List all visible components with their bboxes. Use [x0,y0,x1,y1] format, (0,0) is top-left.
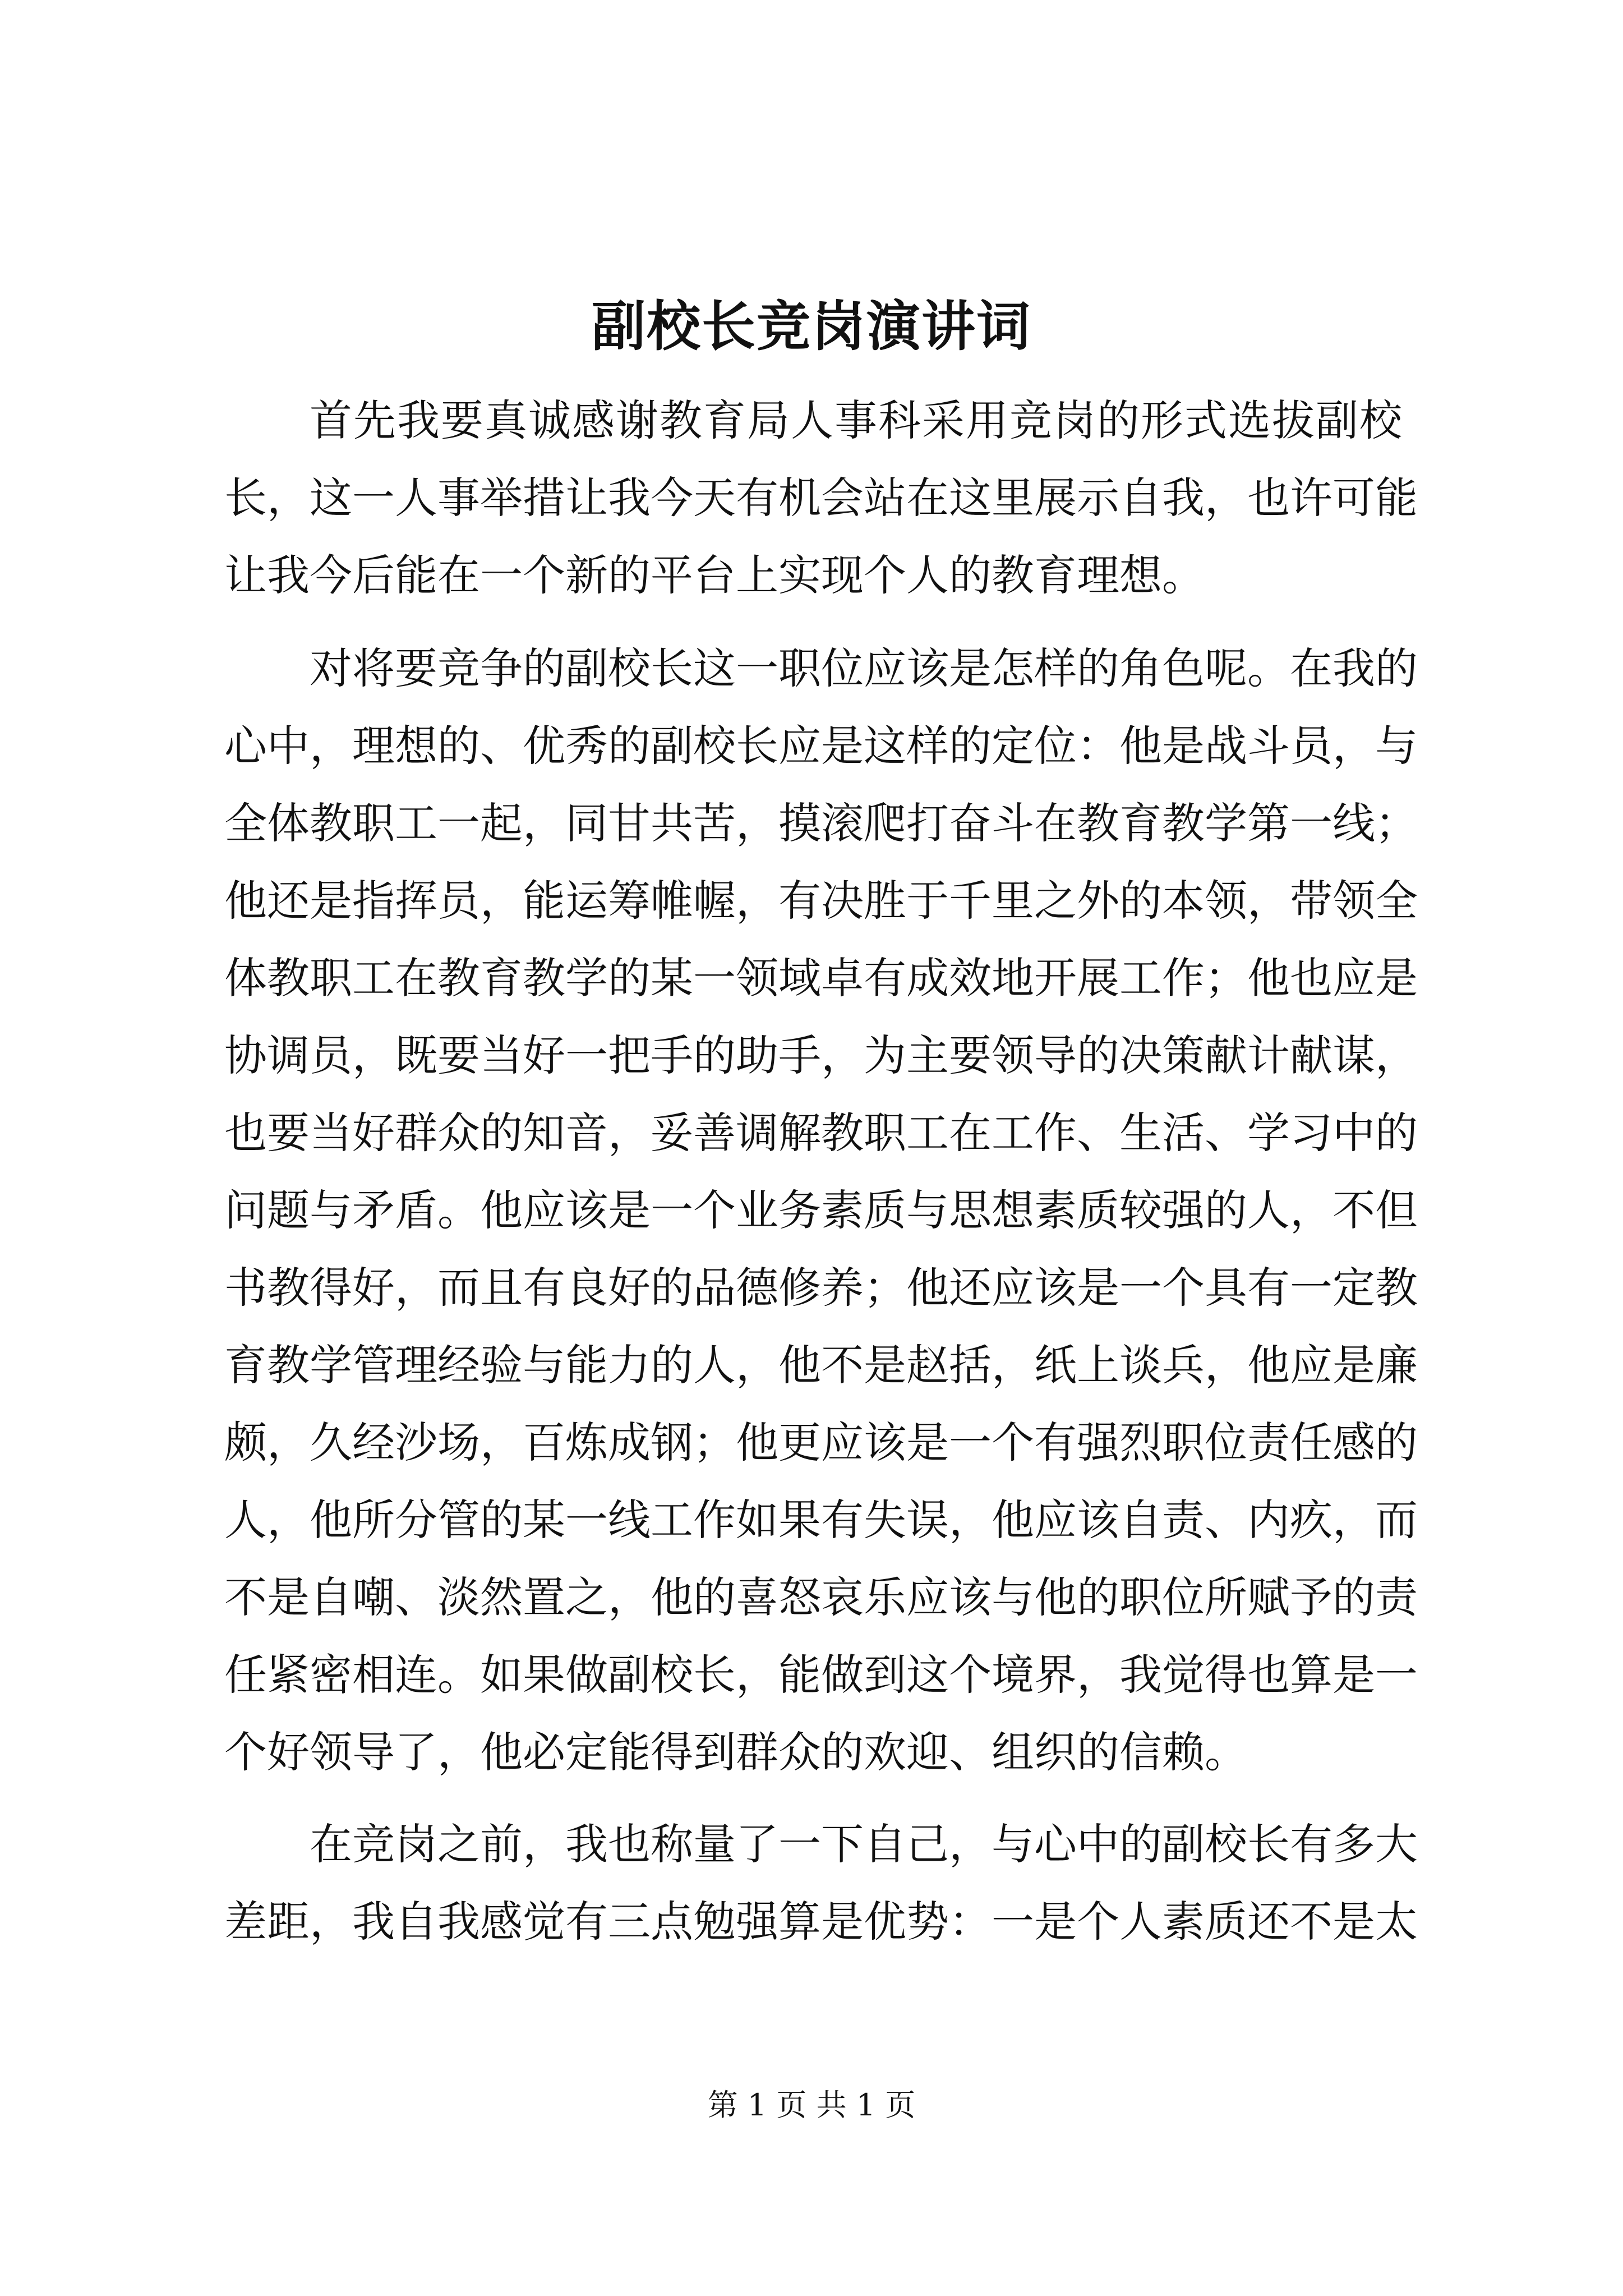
paragraph-3-line-2: 差距，我自我感觉有三点勉强算是优势：一是个人素质还不是太 [224,1897,1418,1947]
paragraph-2-line-4: 他还是指挥员，能运筹帷幄，有决胜于千里之外的本领，带领全 [224,876,1418,926]
document-title: 副校长竞岗演讲词 [592,295,1031,358]
paragraph-1-line-2: 长，这一人事举措让我今天有机会站在这里展示自我，也许可能 [224,473,1418,523]
paragraph-2-line-2: 心中，理想的、优秀的副校长应是这样的定位：他是战斗员，与 [224,721,1418,771]
paragraph-2-line-5: 体教职工在教育教学的某一领域卓有成效地开展工作；他也应是 [224,953,1418,1003]
paragraph-2-line-7: 也要当好群众的知音，妥善调解教职工在工作、生活、学习中的 [224,1108,1418,1158]
paragraph-3-line-1: 在竞岗之前，我也称量了一下自己，与心中的副校长有多大 [310,1819,1418,1869]
paragraph-2-line-12: 人，他所分管的某一线工作如果有失误，他应该自责、内疚，而 [224,1495,1418,1545]
paragraph-2-line-8: 问题与矛盾。他应该是一个业务素质与思想素质较强的人，不但 [224,1185,1418,1235]
paragraph-1-line-3: 让我今后能在一个新的平台上实现个人的教育理想。 [224,550,1205,600]
paragraph-1-line-1: 首先我要真诚感谢教育局人事科采用竞岗的形式选拔副校 [310,395,1402,445]
page-footer: 第 1 页 共 1 页 [707,2087,916,2123]
paragraph-2-line-1: 对将要竞争的副校长这一职位应该是怎样的角色呢。在我的 [310,643,1418,693]
paragraph-2-line-10: 育教学管理经验与能力的人，他不是赵括，纸上谈兵，他应是廉 [224,1340,1418,1390]
paragraph-2-line-13: 不是自嘲、淡然置之，他的喜怒哀乐应该与他的职位所赋予的责 [224,1572,1418,1622]
paragraph-2-line-9: 书教得好，而且有良好的品德修养；他还应该是一个具有一定教 [224,1263,1418,1313]
paragraph-2-line-6: 协调员，既要当好一把手的助手，为主要领导的决策献计献谋， [224,1030,1418,1080]
paragraph-2-line-11: 颇，久经沙场，百炼成钢；他更应该是一个有强烈职位责任感的 [224,1418,1418,1467]
paragraph-2-line-3: 全体教职工一起，同甘共苦，摸滚爬打奋斗在教育教学第一线； [224,798,1418,848]
paragraph-2-line-14: 任紧密相连。如果做副校长，能做到这个境界，我觉得也算是一 [224,1650,1418,1700]
paragraph-2-line-15: 个好领导了，他必定能得到群众的欢迎、组织的信赖。 [224,1727,1247,1777]
